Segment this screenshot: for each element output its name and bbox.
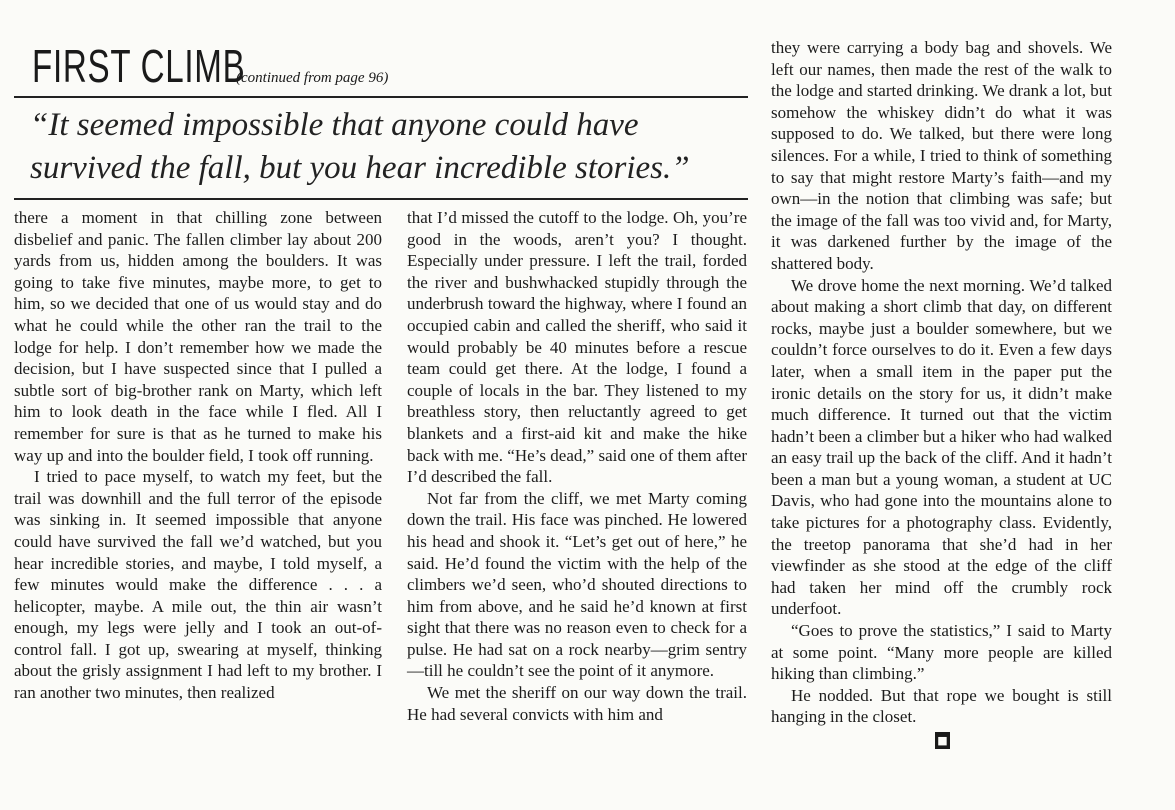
continued-note: (continued from page 96) — [236, 70, 389, 86]
text-column-1 — [14, 207, 382, 704]
paragraph: He nodded. But that rope we bought is still hanging in the closet. — [771, 685, 1112, 727]
article-title: FIRST CLIMB — [32, 40, 246, 92]
paragraph: We drove home the next morning. We’d talked about making a short climb that day, on different rocks, maybe just a boulder somewhere, but we couldn’t force ourselves to do it. Even a few days later, when a small item in the paper put the ironic details on the story for us, it didn’t make much difference. It turned out that the victim hadn’t been a climber but a hiker who had walked an easy trail up the back of the cliff. And it hadn’t been a man but a young woman, a student at UC Davis, who had gone into the mountains alone to take pictures for a photography class. Evidently, the treetop panorama that she’d had in her viewfinder as she stood at the edge of the cliff had taken her mind off the crumbly rock underfoot. — [771, 275, 1112, 619]
paragraph: I tried to pace myself, to watch my feet, but the trail was downhill and the full terror of the episode was sinking in. It seemed impossible that anyone could have survived the fall we’d watched, but you hear incredible stories, and maybe, I told myself, a few minutes would make the difference . . . a helicopter, maybe. A mile out, the thin air wasn’t enough, my legs were jelly and I took an out-of-control fall. I got up, swearing at myself, thinking about the grisly assignment I had left to my brother. I ran another two minutes, then realized — [14, 467, 382, 703]
pull-quote: “It seemed impossible that anyone could have survived the fall, but you hear incredible stories.” — [30, 107, 690, 186]
paragraph: We met the sheriff on our way down the trail. He had several convicts with him and — [407, 683, 747, 724]
paragraph: there a moment in that chilling zone between disbelief and panic. The fallen climber lay about 200 yards from us, hidden among the boulders. It was going to take five minutes, maybe more, to get to him, so we decided that one of us would stay and do what he could while the other ran the trail to the lodge for help. I don’t remember how we made the decision, but I have suspected since that I pulled a subtle sort of big-brother rank on Marty, which left him to look death in the face while I fled. All I remember for sure is that as he turned to make his way up and into the boulder field, I took off running. — [14, 208, 382, 465]
paragraph: they were carrying a body bag and shovels. We left our names, then made the rest of the walk to the lodge and started drinking. We drank a lot, but somehow the whiskey didn’t do what it was supposed to do. We talked, but there were long silences. For a while, I tried to think of something to say that might restore Marty’s faith—and my own—in the notion that climbing was safe; but the image of the fall was too vivid and, for Marty, it was darkened further by the image of the shattered body. — [771, 38, 1112, 273]
article-header — [14, 28, 748, 98]
paragraph: Not far from the cliff, we met Marty coming down the trail. His face was pinched. He lowered his head and shook it. “Let’s get out of here,” he said. He’d found the victim with the help of the climbers we’d seen, who’d shouted directions to him from above, and he said he’d known at first sight that there was no reason even to check for a pulse. He had sat on a rock nearby—grim sentry—till he couldn’t see the point of it anymore. — [407, 488, 747, 681]
bunny-end-mark-icon: ■ — [935, 732, 950, 749]
paragraph: that I’d missed the cutoff to the lodge. Oh, you’re good in the woods, aren’t you? I thought. Especially under pressure. I left the trail, forded the river and bushwhacked stupidly through the underbrush toward the highway, where I found an occupied cabin and called the sheriff, who said it would probably be 40 minutes before a rescue team could get there. At the lodge, I found a couple of locals in the bar. They listened to my breathless story, then reluctantly agreed to get blankets and a first-aid kit and make the hike back with me. “He’s dead,” said one of them after I’d described the fall. — [407, 208, 747, 487]
rule-divider-top — [14, 96, 748, 98]
rule-divider-bottom — [14, 198, 748, 200]
text-column-3 — [771, 37, 1112, 750]
text-column-2 — [407, 207, 747, 725]
paragraph: “Goes to prove the statistics,” I said to Marty at some point. “Many more people are killed hiking than climbing.” — [771, 621, 1112, 684]
